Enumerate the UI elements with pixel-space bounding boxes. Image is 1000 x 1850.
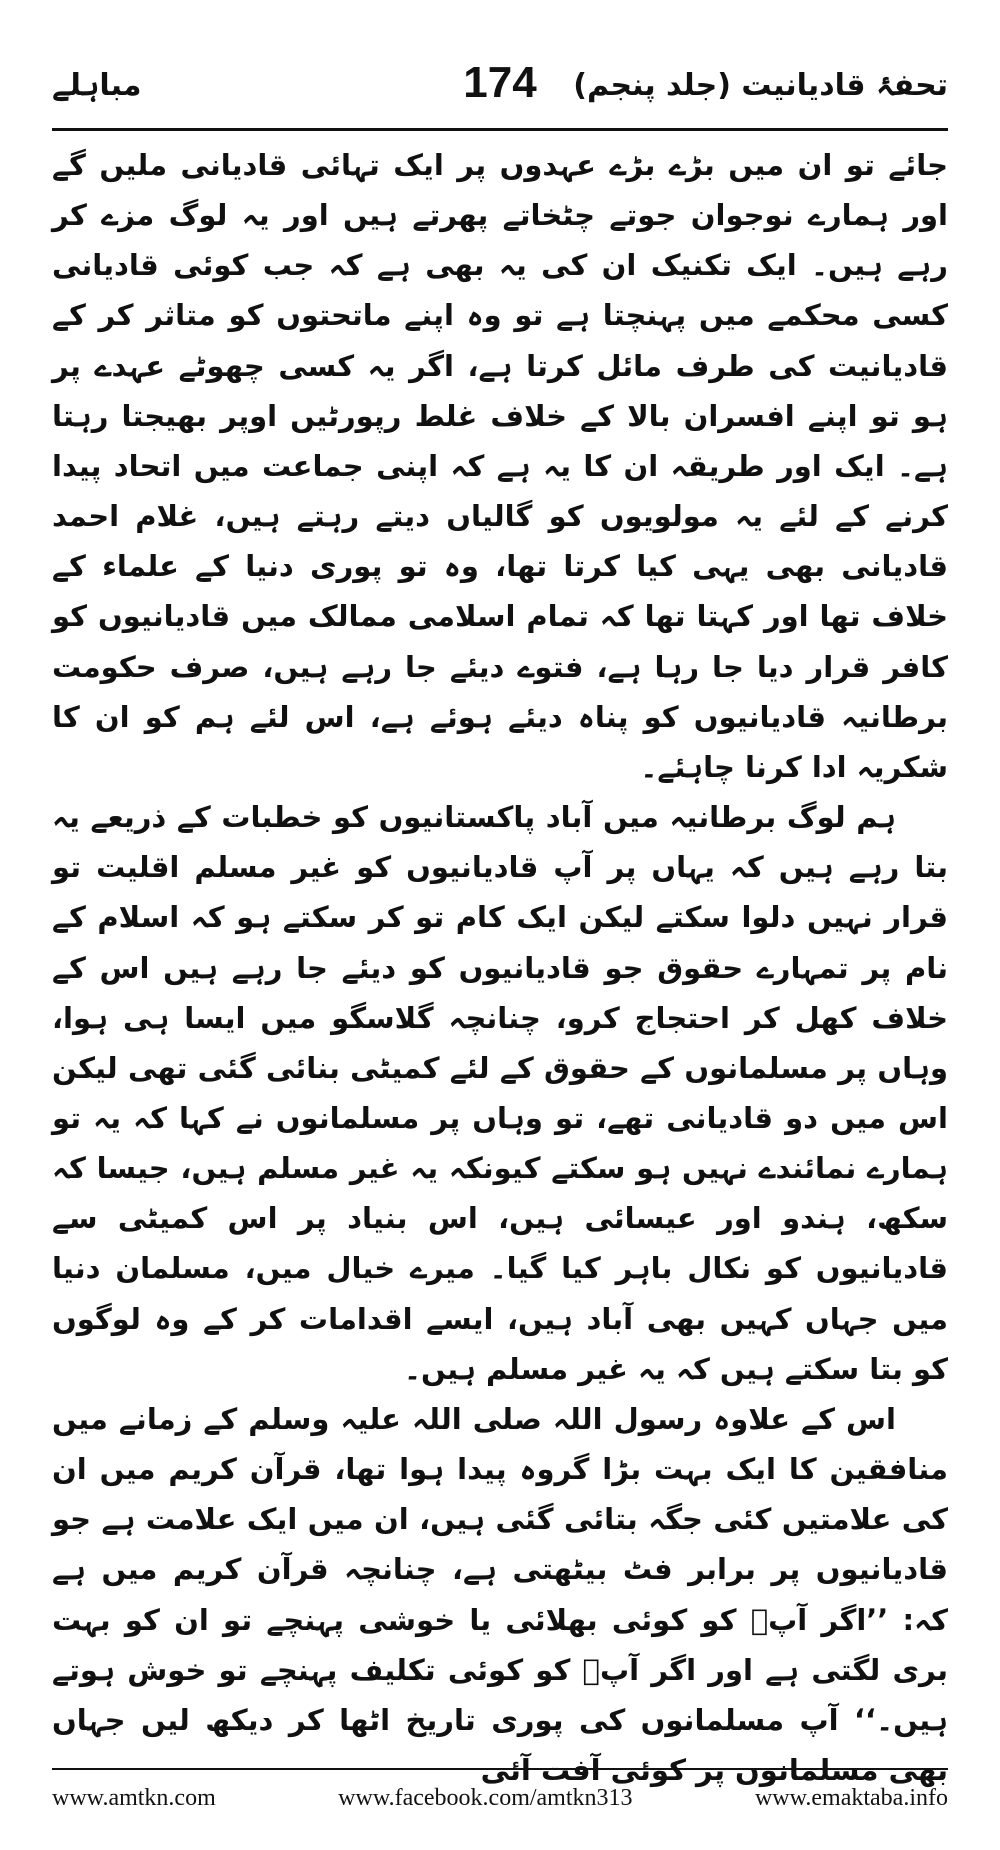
paragraph-2: ہم لوگ برطانیہ میں آباد پاکستانیوں کو خطبات کے ذریعے یہ بتا رہے ہیں کہ یہاں پر آپ قادیانیوں کو غیر مسلم اقلیت تو قرار نہیں دلوا سکتے لیکن ایک کام تو کر سکتے ہو کہ اسلام کے نام پر تمہارے حقوق جو قادیانیوں کو دیئے جا رہے ہیں اس کے خلاف کھل کر احتجاج کرو، چنانچہ گلاسگو میں ایسا ہی ہوا، وہاں پر مسلمانوں کے حقوق کے لئے کمیٹی بنائی گئی تھی لیکن اس میں دو قادیانی تھے، تو وہاں پر مسلمانوں نے کہا کہ یہ تو ہمارے نمائندے نہیں ہو سکتے کیونکہ یہ غیر مسلم ہیں، جیسا کہ سکھ، ہندو اور عیسائی ہیں، اس بنیاد پر اس کمیٹی سے قادیانیوں کو نکال باہر کیا گیا۔ میرے خیال میں، مسلمان دنیا میں جہاں کہیں بھی آباد ہیں، ایسے اقدامات کر کے وہ لوگوں کو بتا سکتے ہیں کہ یہ غیر مسلم ہیں۔ [52, 800, 948, 1386]
footer-divider [52, 1768, 948, 1770]
page-number: 174 [463, 58, 537, 107]
page-body [52, 140, 948, 1787]
footer-link-facebook[interactable]: www.facebook.com/amtkn313 [338, 1784, 633, 1811]
header-divider [52, 128, 948, 131]
footer-link-emaktaba[interactable]: www.emaktaba.info [754, 1784, 948, 1811]
paragraph-1: جائے تو ان میں بڑے بڑے عہدوں پر ایک تہائی قادیانی ملیں گے اور ہمارے نوجوان جوتے چٹخاتے پھرتے ہیں اور یہ لوگ مزے کر رہے ہیں۔ ایک تکنیک ان کی یہ بھی ہے کہ جب کوئی قادیانی کسی محکمے میں پہنچتا ہے تو وہ اپنے ماتحتوں کو متاثر کر کے قادیانیت کی طرف مائل کرتا ہے، اگر یہ کسی چھوٹے عہدے پر ہو تو اپنے افسران بالا کے خلاف غلط رپورٹیں اوپر بھیجتا رہتا ہے۔ ایک اور طریقہ ان کا یہ ہے کہ اپنی جماعت میں اتحاد پیدا کرنے کے لئے یہ مولویوں کو گالیاں دیتے رہتے ہیں، غلام احمد قادیانی بھی یہی کیا کرتا تھا، وہ تو پوری دنیا کے علماء کے خلاف تھا اور کہتا تھا کہ تمام اسلامی ممالک میں قادیانیوں کو کافر قرار دیا جا رہا ہے، فتوے دیئے جا رہے ہیں، صرف حکومت برطانیہ قادیانیوں کو پناہ دیئے ہوئے ہے، اس لئے ہم کو ان کا شکریہ ادا کرنا چاہئے۔ [52, 148, 948, 784]
page-footer [52, 1778, 948, 1818]
book-title: تحفۂ قادیانیت (جلد پنجم) [573, 68, 948, 103]
footer-link-amtkn[interactable]: www.amtkn.com [52, 1784, 216, 1811]
chapter-title: مباہلے [52, 68, 142, 103]
paragraph-3: اس کے علاوہ رسول اللہ صلی اللہ علیہ وسلم کے زمانے میں منافقین کا ایک بہت بڑا گروہ پیدا ہوا تھا، قرآن کریم میں ان کی علامتیں کئی جگہ بتائی گئی ہیں، ان میں ایک علامت ہے جو قادیانیوں پر برابر فٹ بیٹھتی ہے، چنانچہ قرآن کریم میں ہے کہ: ’’اگر آپؐ کو کوئی بھلائی یا خوشی پہنچے تو ان کو بہت بری لگتی ہے اور اگر آپؐ کو کوئی تکلیف پہنچے تو خوش ہوتے ہیں۔‘‘ آپ مسلمانوں کی پوری تاریخ اٹھا کر دیکھ لیں جہاں بھی مسلمانوں پر کوئی آفت آئی [52, 1401, 948, 1787]
page-header [52, 58, 948, 118]
